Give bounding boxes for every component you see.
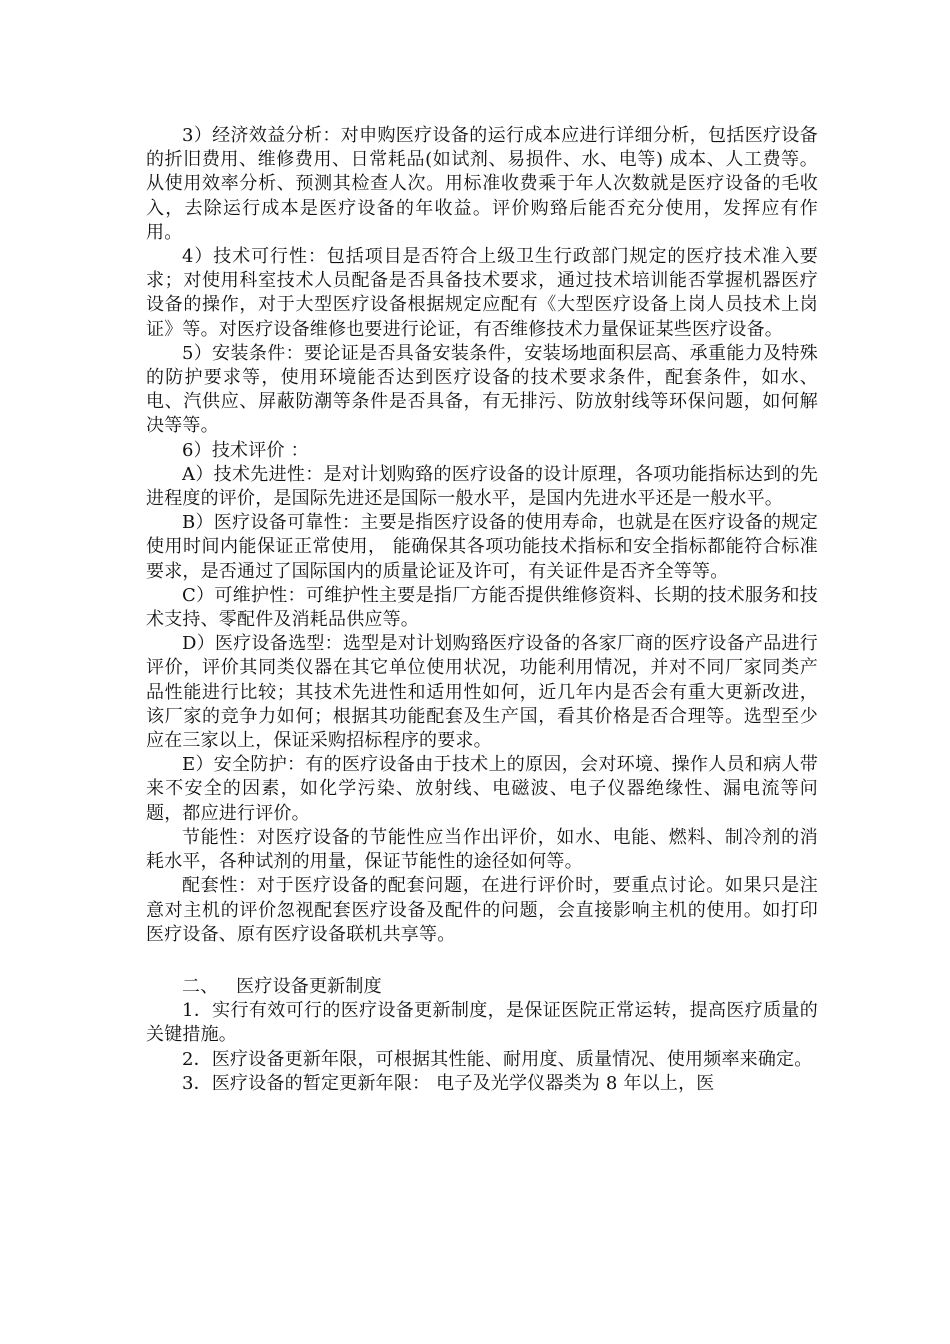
paragraph-energy-saving: 节能性：对医疗设备的节能性应当作出评价，如水、电能、燃料、制冷剂的消耗水平，各种试剂的用量，保证节能性的途径如何等。 xyxy=(146,826,818,873)
paragraph-safety-protection: E）安全防护：有的医疗设备由于技术上的原因，会对环境、操作人员和病人带来不安全的因素，如化学污染、放射线、电磁波、电子仪器绝缘性、漏电流等问题，都应进行评价。 xyxy=(146,754,818,824)
paragraph-technical-advancement: A）技术先进性：是对计划购臵的医疗设备的设计原理，各项功能指标达到的先进程度的评价，是国际先进还是国际一般水平，是国内先进水平还是一般水平。 xyxy=(146,463,818,510)
document-page xyxy=(146,124,818,1096)
paragraph-technical-evaluation: 6）技术评价 ： xyxy=(182,439,309,461)
paragraph-update-system-1: 1．实行有效可行的医疗设备更新制度，是保证医院正常运转，提高医疗质量的关键措施。 xyxy=(146,1000,818,1046)
paragraph-update-system-2: 2．医疗设备更新年限，可根据其性能、耐用度、质量情况、使用频率来确定。 xyxy=(182,1048,813,1070)
paragraph-equipment-selection: D）医疗设备选型：选型是对计划购臵医疗设备的各家厂商的医疗设备产品进行评价，评价其同类仪器在其它单位使用状况，功能利用情况，并对不同厂家同类产品性能进行比较；其技术先进性和适用性如何，近几年内是否会有重大更新改进，该厂家的竞争力如何；根据其功能配套及生产国，看其价格是否合理等。选型至少应在三家以上，保证采购招标程序的要求。 xyxy=(146,633,818,752)
paragraph-installation-conditions: 5）安装条件：要论证是否具备安装条件，安装场地面积层高、承重能力及特殊的防护要求等，使用环境能否达到医疗设备的技术要求条件，配套条件，如水、电、汽供应、屏蔽防潮等条件是否具备，有无排污、防放射线等环保问题，如何解决等等。 xyxy=(146,342,818,437)
paragraph-technical-feasibility: 4）技术可行性：包括项目是否符合上级卫生行政部门规定的医疗技术准入要求；对使用科室技术人员配备是否具备技术要求，通过技术培训能否掌握机器医疗设备的操作，对于大型医疗设备根据规定应配有《大型医疗设备上岗人员技术上岗证》等。对医疗设备维修也要进行论证，有否维修技术力量保证某些医疗设备。 xyxy=(146,246,818,340)
section-heading: 二、 医疗设备更新制度 xyxy=(182,975,382,997)
paragraph-economic-benefit: 3）经济效益分析：对申购医疗设备的运行成本应进行详细分析，包括医疗设备的折旧费用、维修费用、日常耗品(如试剂、易损件、水、电等) 成本、人工费等。从使用效率分析、预测其检查人次。用标准收费乘于年人次数就是医疗设备的毛收入，去除运行成本是医疗设备的年收益。评价购臵后能否充分使用，发挥应有作用。 xyxy=(146,125,818,243)
paragraph-reliability: B）医疗设备可靠性：主要是指医疗设备的使用寿命，也就是在医疗设备的规定使用时间内能保证正常使用， 能确保其各项功能技术指标和安全指标都能符合标准要求，是否通过了国际国内的质量论证及许可，有关证件是否齐全等等。 xyxy=(146,512,818,582)
paragraph-update-system-3: 3．医疗设备的暂定更新年限： 电子及光学仪器类为 8 年以上，医 xyxy=(182,1072,715,1094)
section-spacer xyxy=(146,947,818,975)
paragraph-compatibility: 配套性：对于医疗设备的配套问题，在进行评价时，要重点讨论。如果只是注意对主机的评价忽视配套医疗设备及配件的问题，会直接影响主机的使用。如打印医疗设备、原有医疗设备联机共享等。 xyxy=(146,875,818,945)
paragraph-maintainability: C）可维护性：可维护性主要是指厂方能否提供维修资料、长期的技术服务和技术支持、零配件及消耗品供应等。 xyxy=(146,584,818,631)
